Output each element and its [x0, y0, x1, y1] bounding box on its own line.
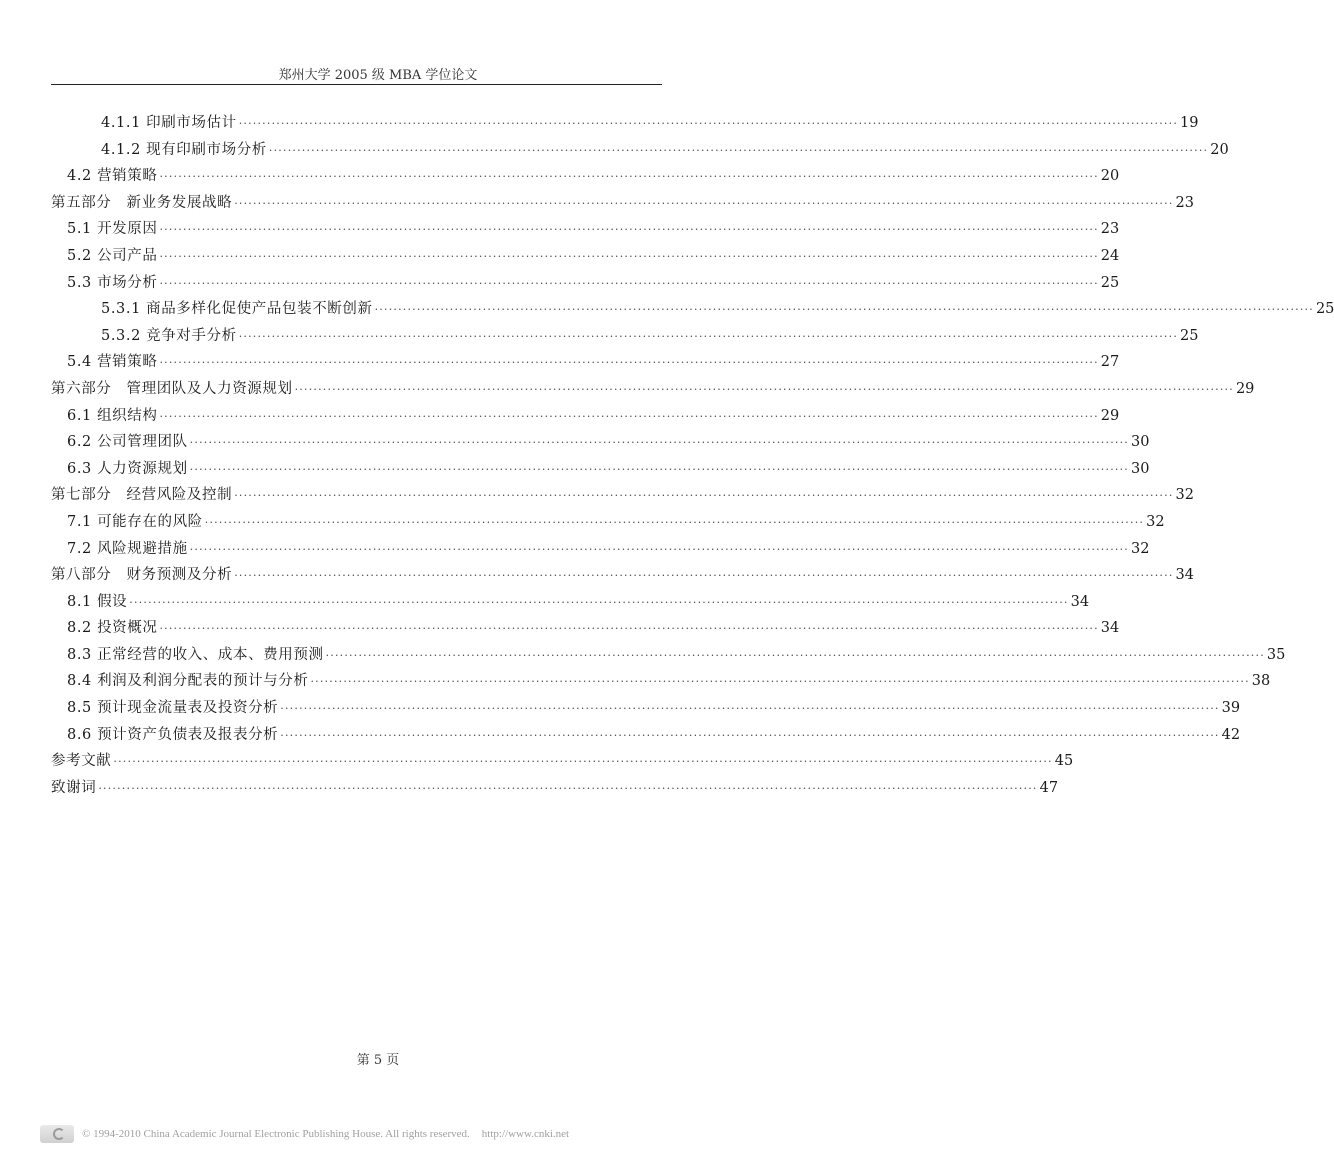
- toc-dot-leader: ········································································································································································································: [159, 249, 1099, 263]
- table-of-contents: [51, 111, 1334, 802]
- toc-entry-label: 8.3 正常经营的收入、成本、费用预测: [67, 646, 324, 663]
- toc-dot-leader: ········································································································································································································: [234, 196, 1174, 210]
- toc-entry[interactable]: [51, 271, 1120, 298]
- toc-dot-leader: ········································································································································································································: [374, 303, 1314, 317]
- toc-entry-page: 24: [1100, 247, 1120, 264]
- toc-entry[interactable]: [51, 138, 1229, 165]
- toc-entry-page: 45: [1054, 753, 1074, 770]
- running-header: 郑州大学 2005 级 MBA 学位论文: [278, 68, 478, 83]
- toc-entry-label: 第六部分 管理团队及人力资源规划: [51, 380, 293, 397]
- copyright-text: © 1994-2010 China Academic Journal Electronic Publishing House. All rights reserved.: [82, 1128, 470, 1140]
- toc-entry-label: 4.2 营销策略: [67, 168, 158, 185]
- toc-entry[interactable]: [51, 723, 1241, 750]
- toc-entry-label: 5.3.1 商品多样化促使产品包装不断创新: [101, 301, 373, 318]
- toc-dot-leader: ········································································································································································································: [159, 223, 1099, 237]
- toc-entry-label: 8.4 利润及利润分配表的预计与分析: [67, 673, 309, 690]
- toc-entry[interactable]: [51, 669, 1271, 696]
- toc-entry-page: 23: [1100, 221, 1120, 238]
- toc-entry-label: 第八部分 财务预测及分析: [51, 567, 233, 584]
- toc-dot-leader: ········································································································································································································: [238, 329, 1179, 343]
- toc-entry-page: 47: [1039, 779, 1059, 796]
- toc-dot-leader: ········································································································································································································: [280, 702, 1220, 716]
- toc-entry-label: 4.1.2 现有印刷市场分析: [101, 141, 267, 158]
- toc-entry-label: 8.5 预计现金流量表及投资分析: [67, 700, 279, 717]
- toc-entry-label: 参考文献: [51, 753, 112, 770]
- toc-entry-label: 致谢词: [51, 779, 97, 796]
- toc-entry-page: 39: [1221, 700, 1241, 717]
- toc-entry-label: 5.1 开发原因: [67, 221, 158, 238]
- page-number: 第 5 页: [356, 1053, 400, 1068]
- toc-entry-page: 32: [1175, 487, 1194, 504]
- toc-entry[interactable]: [51, 590, 1090, 617]
- toc-entry[interactable]: [51, 244, 1120, 271]
- toc-entry-page: 32: [1131, 540, 1150, 557]
- toc-entry[interactable]: [51, 616, 1120, 643]
- toc-entry[interactable]: [51, 510, 1165, 537]
- toc-entry-page: 34: [1100, 620, 1120, 637]
- toc-entry[interactable]: [51, 297, 1334, 324]
- toc-entry-page: 42: [1221, 726, 1241, 743]
- toc-dot-leader: ········································································································································································································: [189, 542, 1129, 556]
- toc-entry-page: 30: [1131, 434, 1150, 451]
- header-rule: [51, 84, 662, 85]
- toc-dot-leader: ········································································································································································································: [280, 728, 1220, 742]
- toc-entry-page: 38: [1251, 673, 1271, 690]
- toc-entry-page: 35: [1266, 646, 1286, 663]
- toc-dot-leader: ········································································································································································································: [159, 356, 1099, 370]
- toc-dot-leader: ········································································································································································································: [113, 755, 1053, 769]
- toc-entry[interactable]: [51, 164, 1120, 191]
- toc-dot-leader: ········································································································································································································: [234, 489, 1174, 503]
- toc-entry-label: 7.1 可能存在的风险: [67, 513, 203, 530]
- toc-entry[interactable]: [51, 404, 1120, 431]
- toc-entry-page: 32: [1146, 513, 1165, 530]
- toc-entry-page: 29: [1100, 407, 1120, 424]
- toc-dot-leader: ········································································································································································································: [159, 276, 1099, 290]
- toc-entry[interactable]: [51, 457, 1150, 484]
- toc-entry[interactable]: [51, 430, 1150, 457]
- toc-entry-label: 8.1 假设: [67, 593, 128, 610]
- toc-entry-label: 第七部分 经营风险及控制: [51, 487, 233, 504]
- toc-entry-label: 5.2 公司产品: [67, 247, 158, 264]
- toc-entry-label: 8.2 投资概况: [67, 620, 158, 637]
- toc-entry[interactable]: [51, 696, 1241, 723]
- toc-dot-leader: ········································································································································································································: [238, 117, 1179, 130]
- toc-entry-label: 4.1.1 印刷市场估计: [101, 115, 237, 131]
- toc-entry-label: 5.4 营销策略: [67, 354, 158, 371]
- toc-entry[interactable]: [51, 324, 1199, 351]
- cnki-logo-icon: [40, 1125, 74, 1143]
- toc-dot-leader: ········································································································································································································: [98, 781, 1038, 795]
- toc-entry-label: 7.2 风险规避措施: [67, 540, 188, 557]
- toc-entry[interactable]: [51, 563, 1194, 590]
- toc-dot-leader: ········································································································································································································: [325, 648, 1265, 662]
- toc-entry-label: 6.1 组织结构: [67, 407, 158, 424]
- toc-entry-page: 19: [1180, 115, 1199, 131]
- toc-entry-page: 20: [1210, 141, 1229, 158]
- toc-dot-leader: ········································································································································································································: [310, 675, 1250, 689]
- toc-dot-leader: ········································································································································································································: [159, 622, 1099, 636]
- toc-dot-leader: ········································································································································································································: [189, 462, 1129, 476]
- toc-dot-leader: ········································································································································································································: [159, 409, 1099, 423]
- toc-entry-label: 5.3.2 竞争对手分析: [101, 327, 237, 344]
- toc-entry-page: 23: [1175, 194, 1194, 211]
- toc-entry[interactable]: [51, 776, 1059, 803]
- toc-entry-label: 8.6 预计资产负债表及报表分析: [67, 726, 279, 743]
- toc-entry[interactable]: [51, 111, 1199, 138]
- toc-entry[interactable]: [51, 749, 1074, 776]
- toc-entry-page: 20: [1100, 168, 1120, 185]
- toc-entry-label: 6.3 人力资源规划: [67, 460, 188, 477]
- toc-entry-page: 25: [1180, 327, 1199, 344]
- toc-dot-leader: ········································································································································································································: [204, 515, 1145, 529]
- toc-dot-leader: ········································································································································································································: [189, 436, 1129, 450]
- toc-entry-label: 6.2 公司管理团队: [67, 434, 188, 451]
- toc-dot-leader: ········································································································································································································: [159, 170, 1099, 184]
- toc-entry[interactable]: [51, 483, 1194, 510]
- toc-entry-page: 34: [1070, 593, 1090, 610]
- toc-entry[interactable]: [51, 191, 1194, 218]
- toc-dot-leader: ········································································································································································································: [268, 143, 1209, 157]
- footer-url-link[interactable]: http://www.cnki.net: [481, 1128, 570, 1140]
- toc-entry-page: 25: [1100, 274, 1120, 291]
- footer: [40, 1124, 720, 1144]
- toc-entry-page: 25: [1315, 301, 1334, 318]
- toc-entry[interactable]: [51, 643, 1286, 670]
- toc-entry-page: 34: [1175, 567, 1194, 584]
- toc-dot-leader: ········································································································································································································: [294, 382, 1234, 396]
- toc-entry[interactable]: [51, 377, 1255, 404]
- toc-entry-label: 5.3 市场分析: [67, 274, 158, 291]
- toc-entry-label: 第五部分 新业务发展战略: [51, 194, 233, 211]
- toc-entry[interactable]: [51, 217, 1120, 244]
- toc-dot-leader: ········································································································································································································: [129, 595, 1069, 609]
- toc-entry-page: 29: [1235, 380, 1255, 397]
- toc-entry[interactable]: [51, 350, 1120, 377]
- toc-entry-page: 30: [1131, 460, 1150, 477]
- toc-entry-page: 27: [1100, 354, 1120, 371]
- toc-entry[interactable]: [51, 537, 1150, 564]
- toc-dot-leader: ········································································································································································································: [234, 569, 1174, 583]
